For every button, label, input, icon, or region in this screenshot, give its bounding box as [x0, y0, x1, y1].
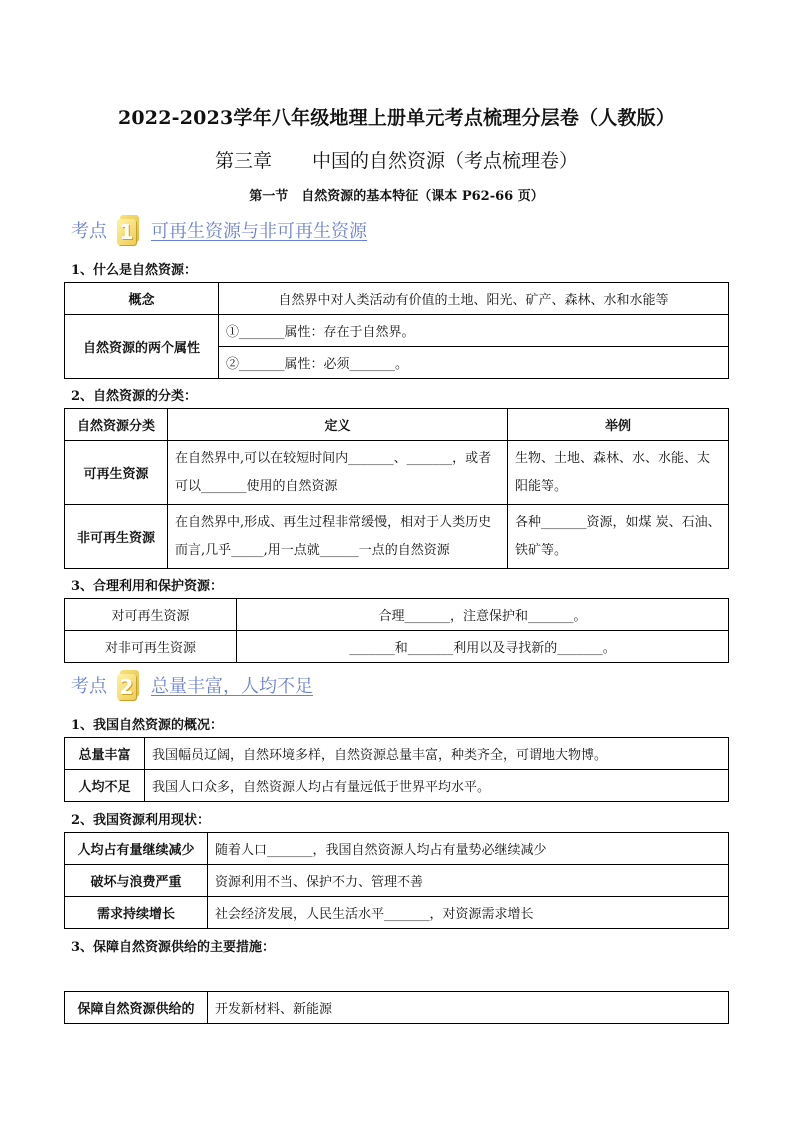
- chapter-title: [0, 146, 793, 173]
- question-2-heading: 2、自然资源的分类：: [71, 389, 198, 404]
- renewable-policy-value: 合理_______，注意保护和_______。: [237, 599, 729, 631]
- section-title: 第一节 自然资源的基本特征（课本 P62-66 页）: [249, 189, 544, 204]
- kaodian-2-title: 总量丰富，人均不足: [151, 676, 313, 697]
- resource-overview-table: [64, 737, 729, 802]
- kaodian-label: 考点: [71, 221, 107, 242]
- nonrenewable-policy-value: _______和_______利用以及寻找新的_______。: [237, 631, 729, 663]
- waste-label: 破坏与浪费严重: [65, 865, 208, 897]
- supply-measures-table: [64, 991, 729, 1024]
- kaodian-1-header: [71, 213, 367, 247]
- resource-status-table: [64, 832, 729, 929]
- question-1-heading: 1、什么是自然资源：: [71, 263, 198, 278]
- concept-header: 概念: [65, 283, 219, 315]
- resource-definition-table: [64, 282, 729, 379]
- attributes-header: 自然资源的两个属性: [65, 315, 219, 379]
- resource-classification-table: [64, 408, 729, 569]
- waste-value: 资源利用不当、保护不力、管理不善: [208, 865, 729, 897]
- renewable-definition: 在自然界中,可以在较短时间内_______、_______，或者可以_______使用的自然资源: [168, 441, 508, 505]
- demand-value: 社会经济发展，人民生活水平_______，对资源需求增长: [208, 897, 729, 929]
- table-row: [65, 992, 729, 1024]
- decreasing-label: 人均占有量继续减少: [65, 833, 208, 865]
- table-row: [65, 738, 729, 770]
- table-row: [65, 441, 729, 505]
- chapter-name: 中国的自然资源（考点梳理卷）: [312, 150, 579, 172]
- number-badge-icon: 2: [117, 670, 143, 700]
- question-4-heading: 1、我国自然资源的概况：: [71, 718, 224, 733]
- number-badge-icon: 1: [117, 215, 143, 245]
- table-row: [65, 833, 729, 865]
- attribute-1: ①_______属性：存在于自然界。: [219, 315, 729, 347]
- document-title: 2022-2023学年八年级地理上册单元考点梳理分层卷（人教版）: [117, 107, 676, 129]
- nonrenewable-type: 非可再生资源: [65, 505, 168, 569]
- renewable-example: 生物、土地、森林、水、水能、太阳能等。: [508, 441, 729, 505]
- table-header-example: 举例: [508, 409, 729, 441]
- question-3-heading: 3、合理利用和保护资源：: [71, 579, 224, 594]
- renewable-policy-label: 对可再生资源: [65, 599, 237, 631]
- chapter-number: 第三章: [214, 150, 272, 172]
- question-6-heading: 3、保障自然资源供给的主要措施：: [71, 940, 276, 955]
- table-row: [65, 865, 729, 897]
- table-row: [65, 631, 729, 663]
- question-5-heading: 2、我国资源利用现状：: [71, 813, 211, 828]
- kaodian-1-title: 可再生资源与非可再生资源: [151, 221, 367, 242]
- nonrenewable-policy-label: 对非可再生资源: [65, 631, 237, 663]
- total-abundant-label: 总量丰富: [65, 738, 145, 770]
- table-row: [65, 599, 729, 631]
- table-row: [65, 505, 729, 569]
- supply-measures-value: 开发新材料、新能源: [208, 992, 729, 1024]
- table-header-definition: 定义: [168, 409, 508, 441]
- attribute-2: ②_______属性：必须_______。: [219, 347, 729, 379]
- decreasing-value: 随着人口_______，我国自然资源人均占有量势必继续减少: [208, 833, 729, 865]
- nonrenewable-example: 各种_______资源，如煤 炭、石油、铁矿等。: [508, 505, 729, 569]
- kaodian-2-header: [71, 668, 313, 702]
- use-protection-table: [64, 598, 729, 663]
- demand-label: 需求持续增长: [65, 897, 208, 929]
- supply-measures-label: 保障自然资源供给的: [65, 992, 208, 1024]
- renewable-type: 可再生资源: [65, 441, 168, 505]
- table-header-type: 自然资源分类: [65, 409, 168, 441]
- table-row: [65, 770, 729, 802]
- kaodian-label: 考点: [71, 676, 107, 697]
- nonrenewable-definition: 在自然界中,形成、再生过程非常缓慢，相对于人类历史而言,几乎_____,用一点就______一点的自然资源: [168, 505, 508, 569]
- per-capita-label: 人均不足: [65, 770, 145, 802]
- table-row: [65, 897, 729, 929]
- total-abundant-value: 我国幅员辽阔，自然环境多样，自然资源总量丰富，种类齐全，可谓地大物博。: [145, 738, 729, 770]
- concept-value: 自然界中对人类活动有价值的土地、阳光、矿产、森林、水和水能等: [219, 283, 729, 315]
- per-capita-value: 我国人口众多，自然资源人均占有量远低于世界平均水平。: [145, 770, 729, 802]
